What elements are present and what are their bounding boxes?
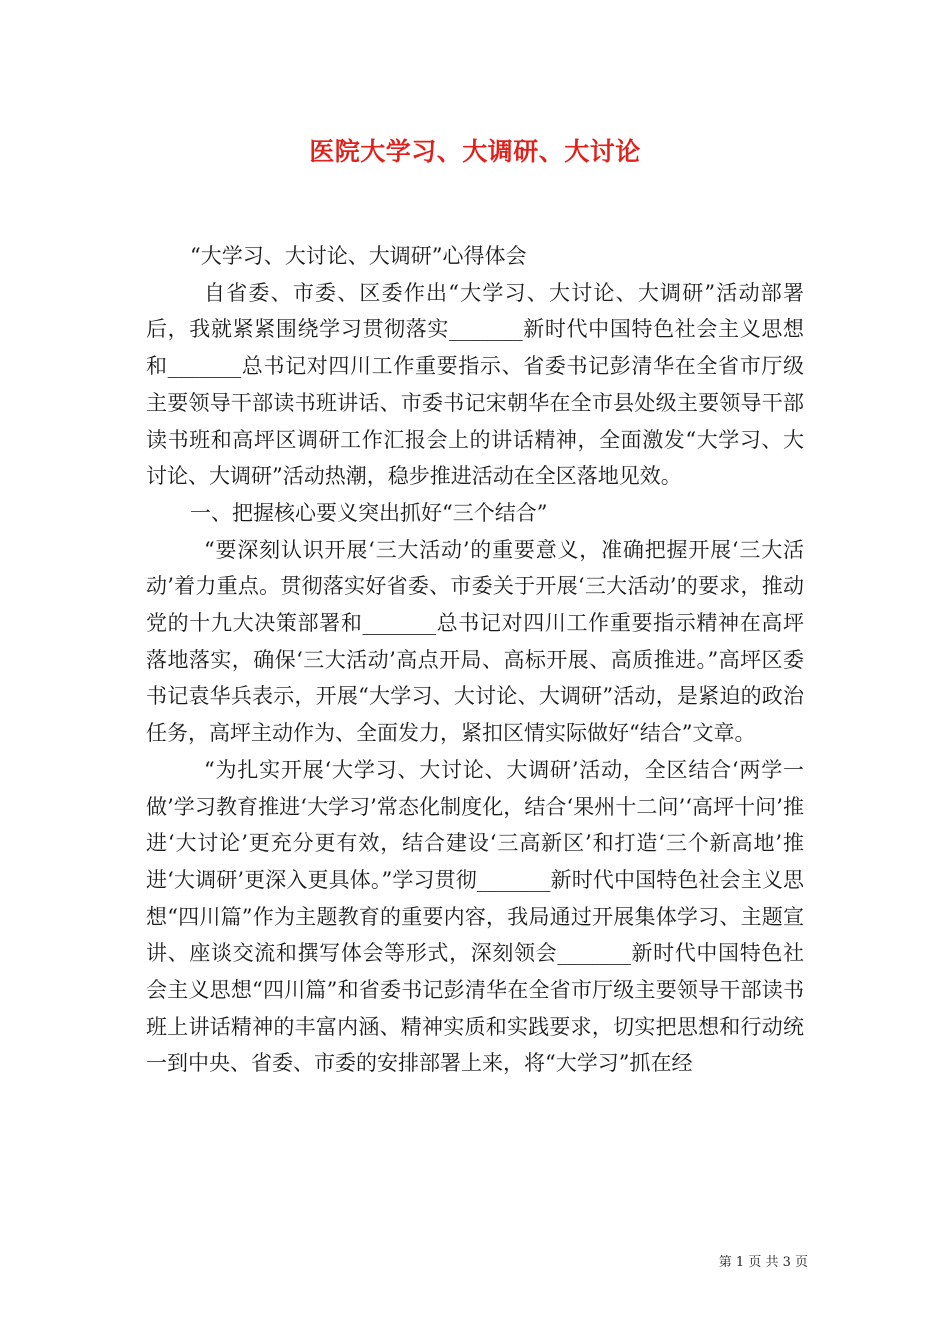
- body-paragraph: “要深刻认识开展‘三大活动’的重要意义，准确把握开展‘三大活动’着力重点。贯彻落实好省委、市委关于开展‘三大活动’的要求，推动党的十九大决策部署和_______总书记对四川工作重要指示精神在高坪落地落实，确保‘三大活动’高点开局、高标开展、高质推进。”高坪区委书记袁华兵表示，开展“大学习、大讨论、大调研”活动，是紧迫的政治任务，高坪主动作为、全面发力，紧扣区情实际做好“结合”文章。: [146, 537, 804, 746]
- body-paragraph: 自省委、市委、区委作出“大学习、大讨论、大调研”活动部署后，我就紧紧围绕学习贯彻落实_______新时代中国特色社会主义思想和_______总书记对四川工作重要指示、省委书记彭清华在全省市厅级主要领导干部读书班讲话、市委书记宋朝华在全市县处级主要领导干部读书班和高坪区调研工作汇报会上的讲话精神，全面激发“大学习、大讨论、大调研”活动热潮，稳步推进活动在全区落地见效。: [146, 280, 804, 489]
- document-title: 医院大学习、大调研、大讨论: [309, 137, 641, 166]
- page-number-footer: 第 1 页 共 3 页: [718, 1255, 808, 1270]
- document-body: [146, 238, 804, 1082]
- section-heading: 一、把握核心要义突出抓好“三个结合”: [190, 500, 548, 525]
- body-paragraph: “为扎实开展‘大学习、大讨论、大调研’活动，全区结合‘两学一做’学习教育推进‘大学习’常态化制度化，结合‘果州十二问’‘高坪十问’推进‘大讨论’更充分更有效，结合建设‘三高新区’和打造‘三个新高地’推进‘大调研’更深入更具体。”学习贯彻_______新时代中国特色社会主义思想“四川篇”作为主题教育的重要内容，我局通过开展集体学习、主题宣讲、座谈交流和撰写体会等形式，深刻领会_______新时代中国特色社会主义思想“四川篇”和省委书记彭清华在全省市厅级主要领导干部读书班上讲话精神的丰富内涵、精神实质和实践要求，切实把思想和行动统一到中央、省委、市委的安排部署上来，将“大学习”抓在经: [146, 757, 804, 1076]
- subtitle-paragraph: “大学习、大讨论、大调研”心得体会: [190, 244, 527, 268]
